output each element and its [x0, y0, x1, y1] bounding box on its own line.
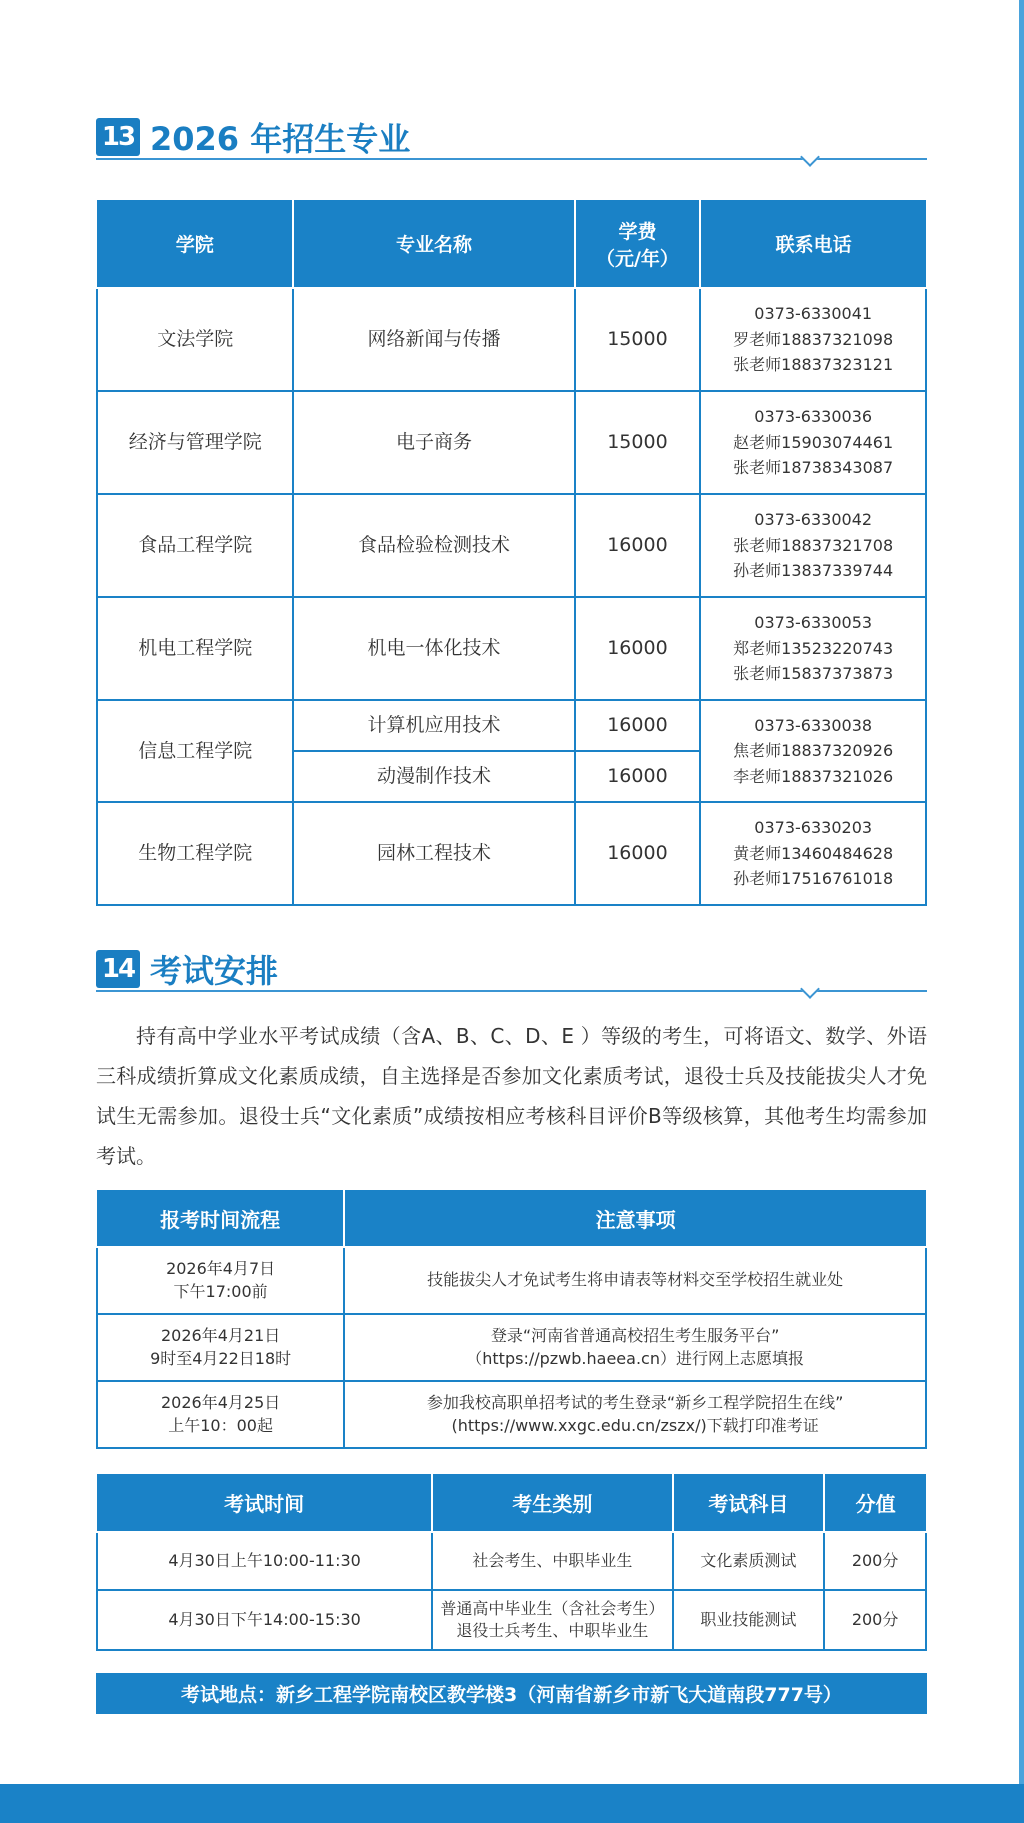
- category-cell: [432, 1532, 672, 1590]
- phone-line: 0373-6330053: [754, 613, 873, 633]
- fee-cell: 16000: [575, 494, 701, 597]
- note-line: (https://www.xxgc.edu.cn/zszx/)下载打印准考证: [451, 1415, 819, 1435]
- fee-cell: 16000: [575, 597, 701, 700]
- header-fee: [575, 200, 701, 288]
- table-row: [97, 494, 926, 597]
- major-cell: 电子商务: [293, 391, 574, 494]
- subject-cell: 职业技能测试: [673, 1590, 825, 1650]
- schedule-table: [96, 1190, 927, 1449]
- category-line: 退役士兵考生、中职毕业生: [456, 1621, 649, 1640]
- exam-location-bar: 考试地点：新乡工程学院南校区教学楼3（河南省新乡市新飞大道南段777号）: [96, 1673, 927, 1714]
- header-fee-line1: 学费: [618, 220, 657, 243]
- major-cell: 计算机应用技术: [293, 700, 574, 751]
- table-row: [97, 802, 926, 905]
- phone-cell: [700, 802, 926, 905]
- table-row: [97, 1314, 926, 1381]
- phone-line: 黄老师13460484628: [733, 843, 894, 863]
- fee-cell: 15000: [575, 288, 701, 391]
- section-number-badge: 13: [96, 118, 140, 156]
- section-14-heading: [96, 946, 278, 992]
- college-cell: 信息工程学院: [97, 700, 293, 802]
- fee-cell: 16000: [575, 802, 701, 905]
- phone-line: 焦老师18837320926: [733, 741, 894, 761]
- phone-line: 0373-6330042: [754, 510, 873, 530]
- note-cell: [344, 1314, 926, 1381]
- phone-line: 0373-6330038: [754, 715, 873, 735]
- phone-line: 罗老师18837321098: [733, 329, 894, 349]
- table-row: [97, 288, 926, 391]
- phone-line: 0373-6330203: [754, 818, 873, 838]
- table-row: [97, 1590, 926, 1650]
- phone-cell: [700, 288, 926, 391]
- exam-intro-paragraph: 持有高中学业水平考试成绩（含A、B、C、D、E ）等级的考生，可将语文、数学、外语三科成绩折算成文化素质成绩，自主选择是否参加文化素质考试，退役士兵及技能拔尖人才免试生无需参加。退役士兵“文化素质”成绩按相应考核科目评价B等级核算，其他考生均需参加考试。: [96, 1024, 927, 1168]
- subject-cell: 文化素质测试: [673, 1532, 825, 1590]
- note-cell: [344, 1381, 926, 1448]
- category-cell: [432, 1590, 672, 1650]
- major-cell: 食品检验检测技术: [293, 494, 574, 597]
- phone-line: 孙老师13837339744: [733, 561, 894, 581]
- phone-line: 孙老师17516761018: [733, 869, 894, 889]
- phone-line: 赵老师15903074461: [733, 432, 894, 452]
- header-major: 专业名称: [293, 200, 574, 288]
- schedule-time-cell: [97, 1247, 344, 1314]
- note-line: 登录“河南省普通高校招生考生服务平台”: [490, 1326, 780, 1346]
- exam-table: [96, 1474, 927, 1651]
- major-cell: 动漫制作技术: [293, 751, 574, 802]
- phone-line: 张老师15837373873: [733, 664, 894, 684]
- college-cell: 食品工程学院: [97, 494, 293, 597]
- table-row: [97, 700, 926, 751]
- category-line: 普通高中毕业生（含社会考生）: [440, 1598, 665, 1618]
- college-cell: 文法学院: [97, 288, 293, 391]
- divider-notch: [800, 147, 820, 167]
- phone-cell: [700, 597, 926, 700]
- section-title: 考试安排: [150, 952, 279, 990]
- time-line: 下午17:00前: [173, 1281, 268, 1301]
- divider-notch: [800, 979, 820, 999]
- phone-line: 张老师18837321708: [733, 535, 894, 555]
- time-line: 2026年4月25日: [160, 1393, 281, 1413]
- section-title: 2026 年招生专业: [150, 120, 411, 158]
- section-13-heading: [96, 114, 410, 160]
- phone-line: 0373-6330041: [754, 304, 873, 324]
- phone-line: 张老师18738343087: [733, 458, 894, 478]
- phone-line: 郑老师13523220743: [733, 638, 894, 658]
- phone-line: 李老师18837321026: [733, 766, 894, 786]
- phone-line: 0373-6330036: [754, 407, 873, 427]
- note-line: 参加我校高职单招考试的考生登录“新乡工程学院招生在线”: [426, 1393, 844, 1413]
- header-category: 考生类别: [432, 1474, 672, 1532]
- phone-cell: [700, 391, 926, 494]
- table-row: [97, 1247, 926, 1314]
- phone-cell: [700, 700, 926, 802]
- time-line: 2026年4月7日: [166, 1259, 276, 1279]
- note-cell: [344, 1247, 926, 1314]
- header-score: 分值: [824, 1474, 926, 1532]
- header-schedule-time: 报考时间流程: [97, 1190, 344, 1247]
- time-line: 2026年4月21日: [160, 1326, 281, 1346]
- phone-line: 张老师18837323121: [733, 355, 894, 375]
- table-row: [97, 1532, 926, 1590]
- header-phone: 联系电话: [700, 200, 926, 288]
- fee-cell: 16000: [575, 751, 701, 802]
- fee-cell: 15000: [575, 391, 701, 494]
- time-line: 上午10：00起: [168, 1415, 273, 1435]
- page-edge-stripe: [1019, 0, 1024, 1823]
- major-cell: 机电一体化技术: [293, 597, 574, 700]
- exam-time-cell: 4月30日下午14:00-15:30: [97, 1590, 432, 1650]
- college-cell: 生物工程学院: [97, 802, 293, 905]
- footer-band: [0, 1784, 1024, 1823]
- college-cell: 机电工程学院: [97, 597, 293, 700]
- category-line: 社会考生、中职毕业生: [472, 1550, 633, 1570]
- time-line: 9时至4月22日18时: [150, 1348, 292, 1368]
- score-cell: 200分: [824, 1590, 926, 1650]
- majors-table: [96, 200, 927, 906]
- major-cell: 网络新闻与传播: [293, 288, 574, 391]
- note-line: 技能拔尖人才免试考生将申请表等材料交至学校招生就业处: [427, 1270, 844, 1290]
- header-fee-line2: （元/年）: [595, 247, 679, 270]
- table-row: [97, 391, 926, 494]
- header-college: 学院: [97, 200, 293, 288]
- exam-time-cell: 4月30日上午10:00-11:30: [97, 1532, 432, 1590]
- schedule-time-cell: [97, 1314, 344, 1381]
- schedule-time-cell: [97, 1381, 344, 1448]
- phone-cell: [700, 494, 926, 597]
- table-row: [97, 597, 926, 700]
- header-subject: 考试科目: [673, 1474, 825, 1532]
- college-cell: 经济与管理学院: [97, 391, 293, 494]
- header-notes: 注意事项: [344, 1190, 926, 1247]
- fee-cell: 16000: [575, 700, 701, 751]
- major-cell: 园林工程技术: [293, 802, 574, 905]
- header-exam-time: 考试时间: [97, 1474, 432, 1532]
- section-number-badge: 14: [96, 950, 140, 988]
- note-line: （https://pzwb.haeea.cn）进行网上志愿填报: [466, 1348, 804, 1368]
- score-cell: 200分: [824, 1532, 926, 1590]
- table-row: [97, 1381, 926, 1448]
